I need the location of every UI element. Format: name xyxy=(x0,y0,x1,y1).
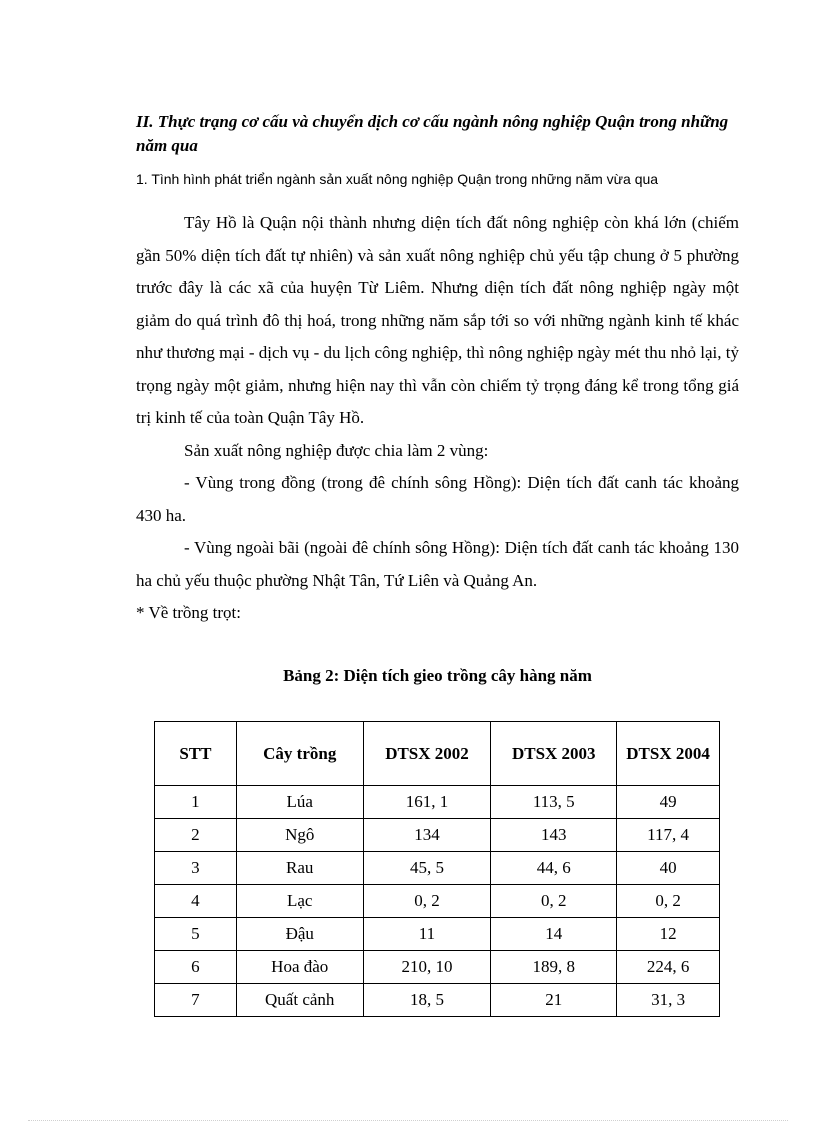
cell-crop: Hoa đào xyxy=(236,951,363,984)
cell-2004: 12 xyxy=(617,918,720,951)
cell-2002: 210, 10 xyxy=(363,951,491,984)
cell-2003: 14 xyxy=(491,918,617,951)
cell-stt: 6 xyxy=(155,951,237,984)
cell-2004: 31, 3 xyxy=(617,984,720,1017)
table-body xyxy=(155,786,720,1017)
cell-2002: 45, 5 xyxy=(363,852,491,885)
header-stt: STT xyxy=(155,722,237,786)
cell-stt: 5 xyxy=(155,918,237,951)
cell-2002: 11 xyxy=(363,918,491,951)
header-2004: DTSX 2004 xyxy=(617,722,720,786)
table-header-row xyxy=(155,722,720,786)
cell-2003: 143 xyxy=(491,819,617,852)
table-row xyxy=(155,984,720,1017)
table-row xyxy=(155,918,720,951)
table-row xyxy=(155,819,720,852)
paragraph-outer-region: - Vùng ngoài bãi (ngoài đê chính sông Hồng): Diện tích đất canh tác khoảng 130 ha chủ yếu thuộc phường Nhật Tân, Tứ Liên và Quảng An. xyxy=(136,538,739,590)
cell-2003: 189, 8 xyxy=(491,951,617,984)
cell-2003: 21 xyxy=(491,984,617,1017)
crop-area-table xyxy=(154,721,720,1017)
table-row xyxy=(155,885,720,918)
cell-crop: Ngô xyxy=(236,819,363,852)
cell-2004: 0, 2 xyxy=(617,885,720,918)
cell-2003: 0, 2 xyxy=(491,885,617,918)
body-text xyxy=(136,207,739,630)
cell-crop: Lúa xyxy=(236,786,363,819)
paragraph-regions: Sản xuất nông nghiệp được chia làm 2 vùng: xyxy=(184,440,489,460)
subsection-heading: 1. Tình hình phát triển ngành sản xuất nông nghiệp Quận trong những năm vừa qua xyxy=(136,171,659,187)
cell-2003: 44, 6 xyxy=(491,852,617,885)
cell-stt: 3 xyxy=(155,852,237,885)
cell-crop: Đậu xyxy=(236,918,363,951)
cell-stt: 1 xyxy=(155,786,237,819)
paragraph-inner-region: - Vùng trong đồng (trong đê chính sông Hồng): Diện tích đất canh tác khoảng 430 ha. xyxy=(136,473,739,525)
cell-2004: 117, 4 xyxy=(617,819,720,852)
header-2002: DTSX 2002 xyxy=(363,722,491,786)
cell-crop: Quất cảnh xyxy=(236,984,363,1017)
cell-2004: 224, 6 xyxy=(617,951,720,984)
cell-2002: 0, 2 xyxy=(363,885,491,918)
cell-stt: 4 xyxy=(155,885,237,918)
cell-2004: 40 xyxy=(617,852,720,885)
table-row xyxy=(155,951,720,984)
cell-2002: 18, 5 xyxy=(363,984,491,1017)
header-crop: Cây trồng xyxy=(236,722,363,786)
cell-2004: 49 xyxy=(617,786,720,819)
table-row xyxy=(155,786,720,819)
paragraph-cultivation: * Về trồng trọt: xyxy=(136,603,241,622)
cell-stt: 2 xyxy=(155,819,237,852)
section-heading: II. Thực trạng cơ cấu và chuyển dịch cơ cấu ngành nông nghiệp Quận trong những năm qua xyxy=(136,112,729,155)
cell-stt: 7 xyxy=(155,984,237,1017)
header-2003: DTSX 2003 xyxy=(491,722,617,786)
paragraph-intro: Tây Hồ là Quận nội thành nhưng diện tích đất nông nghiệp còn khá lớn (chiếm gần 50% diện tích đất tự nhiên) và sản xuất nông nghiệp chủ yếu tập chung ở 5 phường trước đây là các xã của huyện Từ Liêm. Nhưng diện tích đất nông nghiệp ngày một giảm do quá trình đô thị hoá, trong những năm sắp tới so với những ngành kinh tế khác như thương mại - dịch vụ - du lịch công nghiệp, thì nông nghiệp ngày mét thu nhỏ lại, tỷ trọng ngày một giảm, nhưng hiện nay thì vẫn còn chiếm tỷ trọng đáng kể trong tổng giá trị kinh tế của toàn Quận Tây Hồ. xyxy=(136,213,739,427)
table-title: Bảng 2: Diện tích gieo trồng cây hàng năm xyxy=(283,666,592,685)
page-bottom-divider xyxy=(28,1120,788,1121)
cell-crop: Lạc xyxy=(236,885,363,918)
cell-2003: 113, 5 xyxy=(491,786,617,819)
table-row xyxy=(155,852,720,885)
cell-2002: 134 xyxy=(363,819,491,852)
cell-crop: Rau xyxy=(236,852,363,885)
cell-2002: 161, 1 xyxy=(363,786,491,819)
